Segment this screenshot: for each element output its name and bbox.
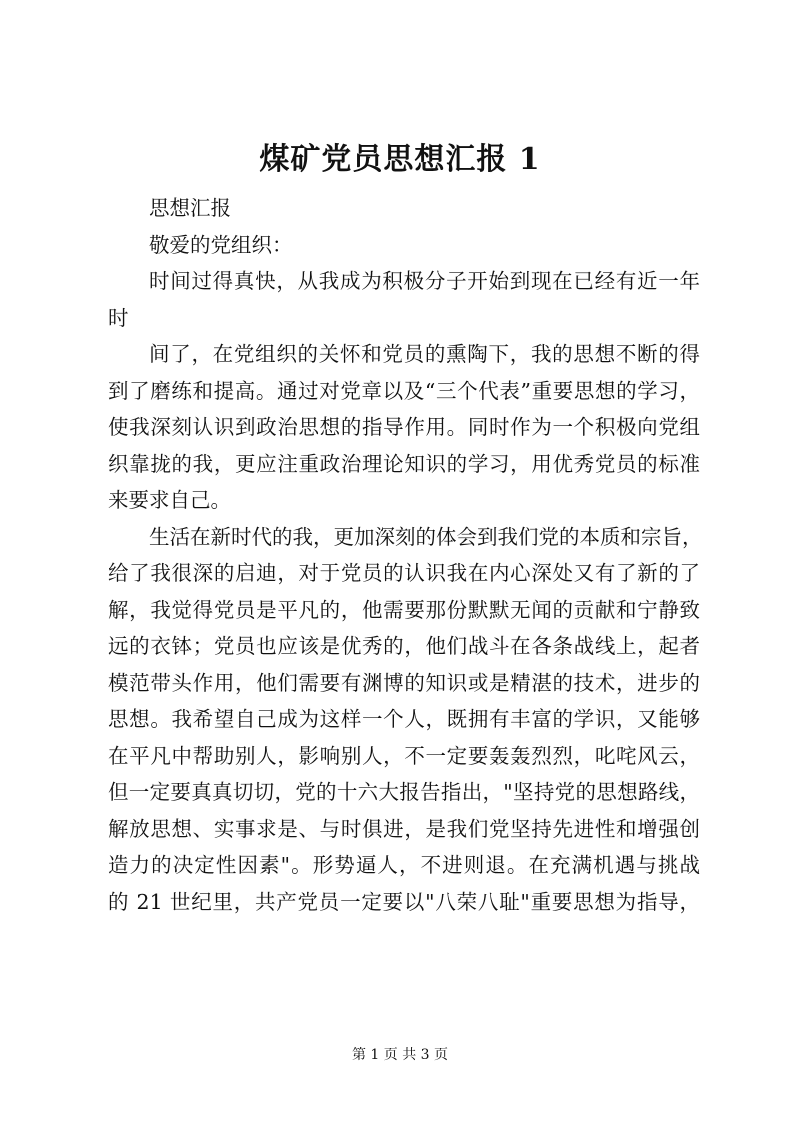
body-line: 在平凡中帮助别人，影响别人，不一定要轰轰烈烈，叱咤风云， [108, 743, 700, 768]
body-line: 解，我觉得党员是平凡的，他需要那份默默无闻的贡献和宁静致 [108, 597, 700, 622]
body-line: 间了，在党组织的关怀和党员的熏陶下，我的思想不断的得 [149, 342, 700, 366]
body-line: 到了磨练和提高。通过对党章以及“三个代表”重要思想的学习， [108, 378, 700, 403]
body-line: 给了我很深的启迪，对于党员的认识我在内心深处又有了新的了 [108, 561, 700, 585]
document-body [108, 190, 703, 920]
body-line: 使我深刻认识到政治思想的指导作用。同时作为一个积极向党组 [108, 415, 700, 439]
body-line: 生活在新时代的我，更加深刻的体会到我们党的本质和宗旨， [149, 524, 703, 549]
body-line: 时间过得真快，从我成为积极分子开始到现在已经有近一年 [149, 269, 700, 293]
body-line: 时 [108, 305, 129, 330]
body-line: 来要求自己。 [108, 488, 231, 512]
body-line: 思想汇报 [149, 196, 231, 220]
body-line: 但一定要真真切切，党的十六大报告指出，"坚持党的思想路线， [108, 780, 700, 804]
body-line: 思想。我希望自己成为这样一个人，既拥有丰富的学识，又能够 [108, 707, 700, 731]
body-line: 织靠拢的我，更应注重政治理论知识的学习，用优秀党员的标准 [108, 451, 700, 476]
body-line: 解放思想、实事求是、与时俱进，是我们党坚持先进性和增强创 [108, 816, 700, 841]
body-line: 敬爱的党组织： [149, 232, 293, 257]
body-line: 的 21 世纪里，共产党员一定要以"八荣八耻"重要思想为指导， [108, 889, 700, 914]
body-line: 造力的决定性因素"。形势逼人，不进则退。在充满机遇与挑战 [108, 853, 700, 877]
document-title: 煤矿党员思想汇报 1 [259, 142, 541, 177]
body-line: 远的衣钵；党员也应该是优秀的，他们战斗在各条战线上，起者 [108, 634, 700, 658]
page-footer: 第 1 页 共 3 页 [351, 1047, 449, 1063]
body-line: 模范带头作用，他们需要有渊博的知识或是精湛的技术，进步的 [108, 670, 700, 695]
